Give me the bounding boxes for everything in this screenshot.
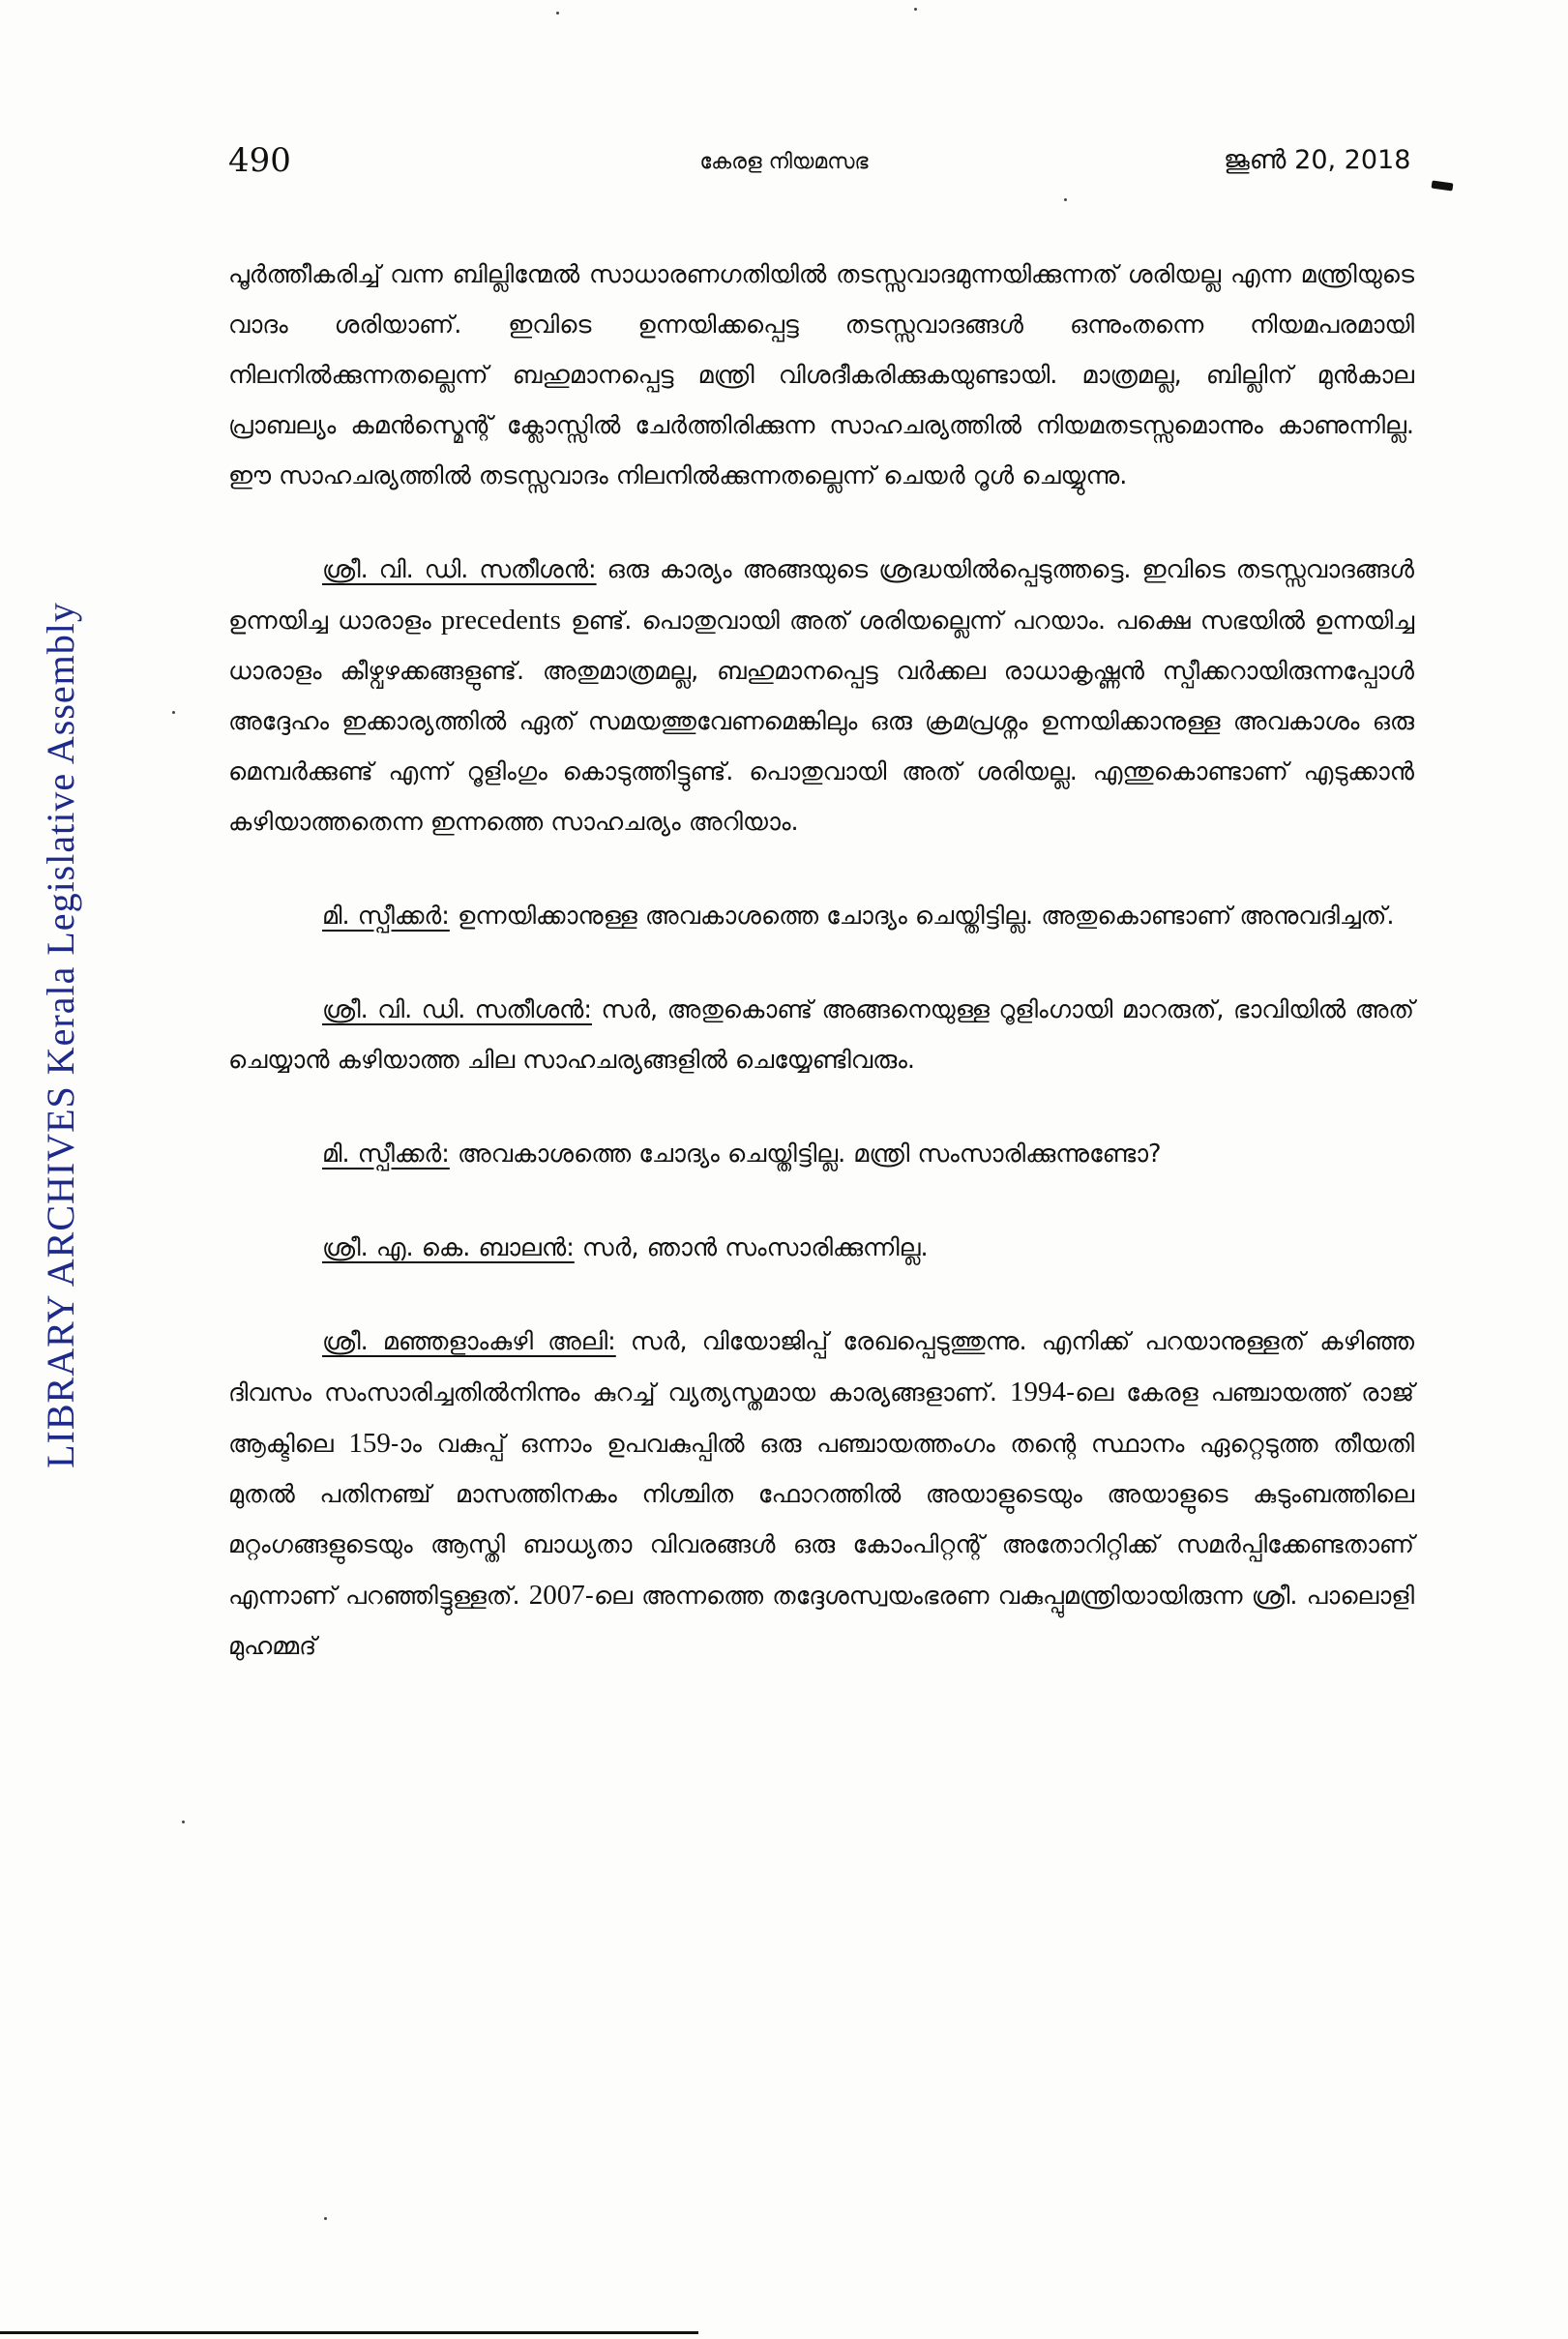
page-header-title: കേരള നിയമസഭ: [699, 150, 869, 174]
paragraph-text: സർ, അതുകൊണ്ട് അങ്ങനെയുള്ള റൂളിംഗായി മാറരുത്, ഭാവിയിൽ അത് ചെയ്യാൻ കഴിയാത്ത ചില സാഹചര്യങ്ങളിൽ ചെയ്യേണ്ടിവരും.: [228, 995, 1414, 1075]
speaker-name: ശ്രീ. വി. ഡി. സതീശൻ:: [322, 555, 597, 584]
speaker-name: ശ്രീ. എ. കെ. ബാലൻ:: [322, 1233, 575, 1262]
scan-speck: [556, 12, 559, 15]
paragraph-text: സർ, ഞാൻ സംസാരിക്കുന്നില്ല.: [574, 1233, 929, 1262]
paragraph: [228, 545, 1414, 847]
scan-speck: [914, 8, 917, 11]
paragraph-text: ഉണ്ട്. പൊതുവായി അത് ശരിയല്ലെന്ന് പറയാം. പക്ഷെ സഭയിൽ ഉന്നയിച്ച ധാരാളം കീഴ്വഴക്കങ്ങളുണ്ട്. അതുമാത്രമല്ല, ബഹുമാനപ്പെട്ട വർക്കല രാധാകൃഷ്ണൻ സ്പീക്കറായിരുന്നപ്പോൾ അദ്ദേഹം ഇക്കാര്യത്തിൽ ഏത് സമയത്തുവേണമെങ്കിലും ഒരു ക്രമപ്രശ്നം ഉന്നയിക്കാനുള്ള അവകാശം ഒരു മെമ്പർക്കുണ്ട് എന്ന് റൂളിംഗും കൊടുത്തിട്ടുണ്ട്. പൊതുവായി അത് ശരിയല്ല. എന്തുകൊണ്ടാണ് എടുക്കാൻ കഴിയാത്തതെന്ന ഇന്നത്തെ സാഹചര്യം അറിയാം.: [228, 607, 1414, 837]
paragraph-text: ഉന്നയിക്കാനുള്ള അവകാശത്തെ ചോദ്യം ചെയ്തിട്ടില്ല. അതുകൊണ്ടാണ് അനുവദിച്ചത്.: [449, 902, 1395, 931]
paragraph-text: -ലെ അന്നത്തെ തദ്ദേശസ്വയംഭരണ വകുപ്പുമന്ത്രിയായിരുന്ന ശ്രീ. പാലൊളി മുഹമ്മദ്: [228, 1582, 1414, 1661]
paragraph-text: -ാം വകുപ്പ് ഒന്നാം ഉപവകുപ്പിൽ ഒരു പഞ്ചായത്തംഗം തന്റെ സ്ഥാനം ഏറ്റെടുത്ത തീയതി മുതൽ പതിനഞ്ച് മാസത്തിനകം നിശ്ചിത ഫോറത്തിൽ അയാളുടെയും അയാളുടെ കുടുംബത്തിലെ മറ്റംഗങ്ങളുടെയും ആസ്തി ബാധ്യതാ വിവരങ്ങൾ ഒരു കോംപിറ്റന്റ് അതോറിറ്റിക്ക് സമർപ്പിക്കേണ്ടതാണ് എന്നാണ് പറഞ്ഞിട്ടുള്ളത്.: [228, 1430, 1414, 1611]
paragraph-text: -ലെ കേരള പഞ്ചായത്ത് രാജ് ആക്ടിലെ: [228, 1378, 1415, 1459]
scan-speck: [182, 1821, 185, 1823]
bottom-rule: [0, 2331, 698, 2334]
scan-speck: [1064, 198, 1067, 201]
paragraph: [228, 250, 1414, 501]
paragraph: [228, 1223, 1414, 1273]
paragraph: [228, 985, 1414, 1085]
document-body: [228, 250, 1414, 1672]
speaker-name: ശ്രീ. മഞ്ഞളാംകുഴി അലി:: [322, 1327, 616, 1356]
archive-watermark: LIBRARY ARCHIVES Kerala Legislative Assembly: [39, 602, 82, 1468]
paragraph-text: അവകാശത്തെ ചോദ്യം ചെയ്തിട്ടില്ല. മന്ത്രി സംസാരിക്കുന്നുണ്ടോ?: [449, 1140, 1162, 1169]
paragraph-text-latin: 1994: [1010, 1377, 1067, 1407]
paragraph-text: ഒരു കാര്യം അങ്ങയുടെ ശ്രദ്ധയിൽപ്പെടുത്തട്ടെ. ഇവിടെ തടസ്സവാദങ്ങൾ ഉന്നയിച്ച ധാരാളം: [228, 555, 1414, 636]
speaker-name: മി. സ്പീക്കർ:: [322, 902, 450, 931]
paragraph-text: സർ, വിയോജിപ്പ് രേഖപ്പെടുത്തുന്നു. എനിക്ക് പറയാനുള്ളത് കഴിഞ്ഞ ദിവസം സംസാരിച്ചതിൽനിന്നും കുറച്ച് വ്യത്യസ്തമായ കാര്യങ്ങളാണ്.: [228, 1327, 1414, 1407]
page-header-date: ജൂൺ 20, 2018: [1224, 145, 1411, 175]
paragraph-text-latin: 159: [348, 1428, 391, 1459]
scan-speck: [324, 2217, 327, 2220]
paragraph-text-latin: precedents: [440, 605, 561, 636]
speaker-name: മി. സ്പീക്കർ:: [322, 1140, 450, 1169]
paragraph-text-latin: 2007: [528, 1580, 585, 1611]
scan-speck: [172, 711, 175, 714]
ink-mark: [1432, 181, 1454, 192]
paragraph-text: പൂർത്തീകരിച്ച് വന്ന ബില്ലിന്മേൽ സാധാരണഗതിയിൽ തടസ്സവാദമുന്നയിക്കുന്നത് ശരിയല്ല എന്ന മന്ത്രിയുടെ വാദം ശരിയാണ്. ഇവിടെ ഉന്നയിക്കപ്പെട്ട തടസ്സവാദങ്ങൾ ഒന്നുംതന്നെ നിയമപരമായി നിലനിൽക്കുന്നതല്ലെന്ന് ബഹുമാനപ്പെട്ട മന്ത്രി വിശദീകരിക്കുകയുണ്ടായി. മാത്രമല്ല, ബില്ലിന് മുൻകാല പ്രാബല്യം കമൻസ്മെന്റ് ക്ലോസ്സിൽ ചേർത്തിരിക്കുന്ന സാഹചര്യത്തിൽ നിയമതടസ്സമൊന്നും കാണുന്നില്ല. ഈ സാഹചര്യത്തിൽ തടസ്സവാദം നിലനിൽക്കുന്നതല്ലെന്ന് ചെയർ റൂൾ ചെയ്യുന്നു.: [228, 260, 1414, 490]
paragraph: [228, 1129, 1414, 1179]
speaker-name: ശ്രീ. വി. ഡി. സതീശൻ:: [322, 995, 592, 1024]
paragraph: [228, 1317, 1414, 1672]
page-number: 490: [228, 141, 291, 180]
paragraph: [228, 891, 1414, 941]
